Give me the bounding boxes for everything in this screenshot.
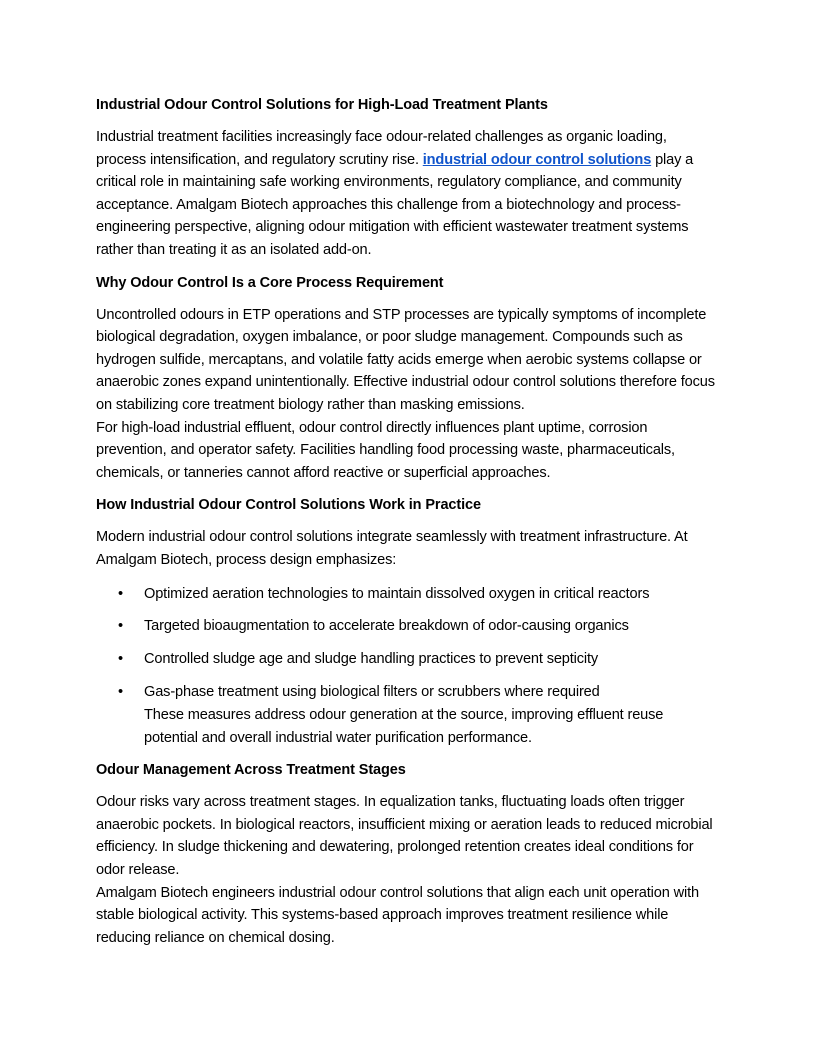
document-page [96,95,718,949]
list-item [96,681,718,749]
odour-control-solutions-link[interactable]: industrial odour control solutions [422,151,652,168]
bullet-icon: • [118,585,123,602]
list-item-text: Optimized aeration technologies to maintain dissolved oxygen in critical reactors [144,585,650,602]
section3-paragraph-2: Amalgam Biotech engineers industrial odour control solutions that align each unit operation with stable biological activity. This systems-based approach improves treatment resilience while reducing reliance on chemical dosing. [96,884,699,946]
section-heading-core-requirement: Why Odour Control Is a Core Process Requirement [96,274,444,291]
document-title: Industrial Odour Control Solutions for High-Load Treatment Plants [96,97,548,113]
intro-text-before-link: Industrial treatment facilities increasingly face odour-related challenges as organic loading, process intensification, and regulatory scrutiny rise. [96,129,667,168]
intro-paragraph [96,126,718,262]
section-heading-treatment-stages: Odour Management Across Treatment Stages [96,762,406,779]
process-design-list [96,583,718,750]
intro-text-after-link: play a critical role in maintaining safe working environments, regulatory compliance, and community acceptance. Amalgam Biotech approaches this challenge from a biotechnology and process-engineering perspective, aligning odour mitigation with efficient wastewater treatment systems rather than treating it as an isolated add-on. [96,151,694,258]
section2-paragraph-1: Modern industrial odour control solutions integrate seamlessly with treatment infrastructure. At Amalgam Biotech, process design emphasizes: [96,529,688,568]
bullet-icon: • [118,651,123,668]
list-item-text: Controlled sludge age and sludge handling practices to prevent septicity [144,651,599,668]
list-item [96,615,718,638]
list-item-text: Gas-phase treatment using biological filters or scrubbers where required [144,684,600,701]
list-item-continuation: These measures address odour generation at the source, improving effluent reuse potential and overall industrial water purification performance. [144,707,664,746]
bullet-icon: • [118,684,123,701]
list-item [96,648,718,671]
section1-paragraph-1: Uncontrolled odours in ETP operations and STP processes are typically symptoms of incomplete biological degradation, oxygen imbalance, or poor sludge management. Compounds such as hydrogen sulfide, mercaptans, and volatile fatty acids emerge when aerobic systems collapse or anaerobic zones expand unintentionally. Effective industrial odour control solutions therefore focus on stabilizing core treatment biology rather than masking emissions. [96,306,715,413]
list-item [96,583,718,606]
bullet-icon: • [118,618,123,635]
section3-paragraph-1: Odour risks vary across treatment stages. In equalization tanks, fluctuating loads often trigger anaerobic pockets. In biological reactors, insufficient mixing or aeration leads to reduced microbial efficiency. In sludge thickening and dewatering, prolonged retention creates ideal conditions for odor release. [96,794,713,879]
list-item-text: Targeted bioaugmentation to accelerate breakdown of odor-causing organics [144,618,629,635]
section1-paragraph-2: For high-load industrial effluent, odour control directly influences plant uptime, corrosion prevention, and operator safety. Facilities handling food processing waste, pharmaceuticals, chemicals, or tanneries cannot afford reactive or superficial approaches. [96,419,675,481]
section-heading-in-practice: How Industrial Odour Control Solutions Work in Practice [96,497,481,514]
